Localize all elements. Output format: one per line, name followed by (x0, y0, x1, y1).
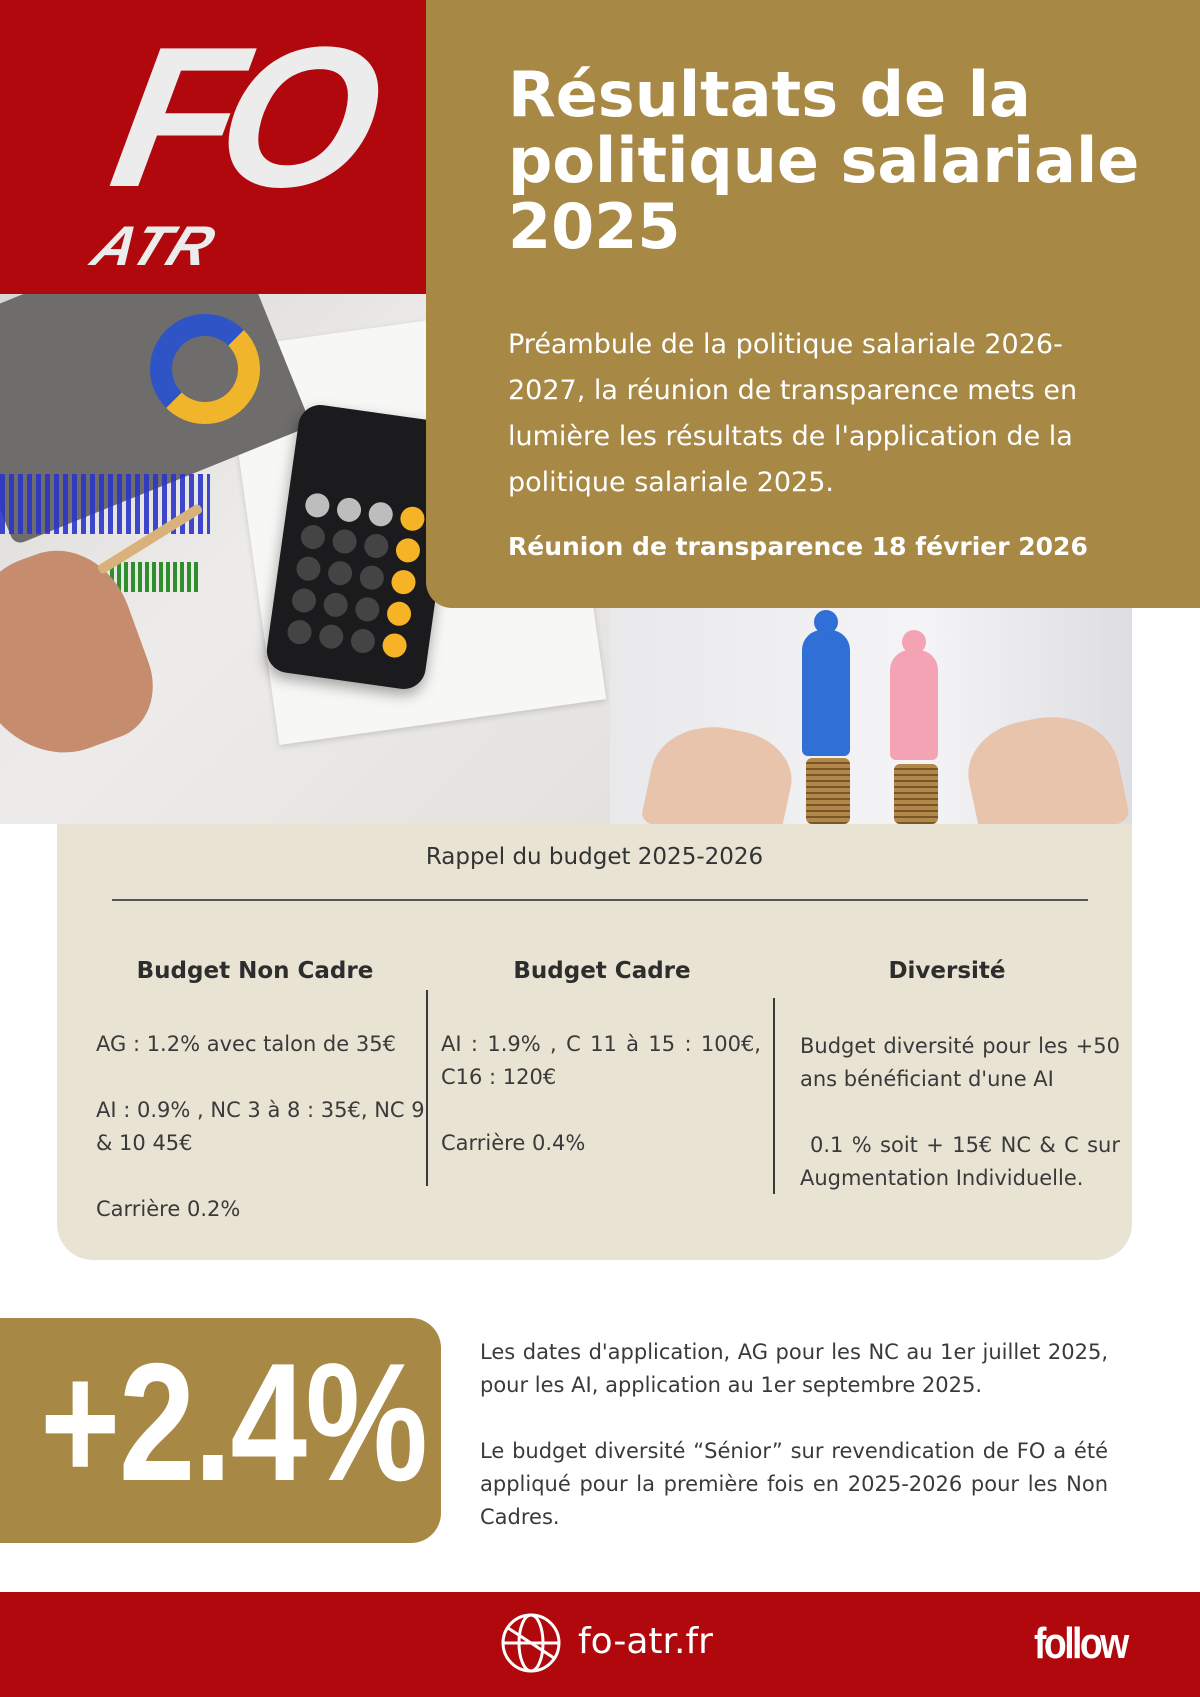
photo-figure-female (890, 650, 938, 760)
page-title (508, 58, 1148, 263)
footer (0, 1592, 1200, 1697)
logo-fo-text: FO (98, 6, 380, 229)
photo-gender-equality (610, 608, 1132, 824)
budget-divider (112, 899, 1088, 901)
budget-item: AG : 1.2% avec talon de 35€ (96, 1032, 396, 1056)
budget-item: AI : 1.9% , C 11 à 15 : 100€, C16 : 120€ (441, 1032, 761, 1089)
logo-block (0, 0, 426, 294)
budget-heading: Rappel du budget 2025-2026 (425, 844, 764, 870)
budget-card (57, 824, 1132, 1260)
column-title-diversite: Diversité (888, 958, 1006, 984)
photo-hand-right (959, 704, 1131, 824)
column-divider (426, 990, 428, 1186)
photo-hand-left (640, 715, 800, 824)
column-diversite (800, 1030, 1120, 1228)
budget-item: AI : 0.9% , NC 3 à 8 : 35€, NC 9 & 10 45€ (96, 1098, 425, 1155)
globe-icon (498, 1610, 564, 1676)
column-divider (773, 998, 775, 1194)
photo-donut-chart (150, 314, 260, 424)
column-title-non-cadre: Budget Non Cadre (136, 958, 374, 984)
title-panel (426, 0, 1200, 608)
budget-item: Budget diversité pour les +50 ans bénéficiant d'une AI (800, 1034, 1120, 1091)
budget-item: Carrière 0.4% (441, 1131, 586, 1155)
column-non-cadre (96, 1028, 426, 1259)
budget-item: 0.1 % soit + 15€ NC & C sur Augmentation Individuelle. (800, 1133, 1120, 1190)
column-cadre (441, 1028, 761, 1193)
meeting-date: Réunion de transparence 18 février 2026 (508, 532, 1088, 561)
photo-green-bars (110, 562, 200, 592)
budget-item: Carrière 0.2% (96, 1197, 241, 1221)
photo-coin-stack-right (894, 764, 938, 824)
percentage-value: +2.4% (40, 1328, 427, 1516)
follow-logo[interactable]: follow (1034, 1619, 1127, 1668)
title-line: 2025 (508, 190, 681, 263)
percentage-highlight (0, 1318, 441, 1543)
column-title-cadre: Budget Cadre (513, 958, 691, 984)
intro-paragraph: Préambule de la politique salariale 2026-2027, la réunion de transparence mets en lumière les résultats de l'application de la politique salariale 2025. (508, 329, 1078, 498)
title-line: Résultats de la (508, 58, 1031, 131)
website-link[interactable]: fo-atr.fr (578, 1621, 713, 1662)
logo-atr-text: ATR (83, 214, 226, 277)
note-paragraph: Le budget diversité “Sénior” sur revendication de FO a été appliqué pour la première fois en 2025-2026 pour les Non Cadres. (480, 1439, 1108, 1529)
title-line: politique salariale (508, 124, 1140, 197)
photo-coin-stack-left (806, 758, 850, 824)
application-notes (480, 1336, 1108, 1567)
calculator-keys (286, 492, 436, 661)
photo-figure-male (802, 630, 850, 756)
note-paragraph: Les dates d'application, AG pour les NC au 1er juillet 2025, pour les AI, application au 1er septembre 2025. (480, 1340, 1108, 1397)
